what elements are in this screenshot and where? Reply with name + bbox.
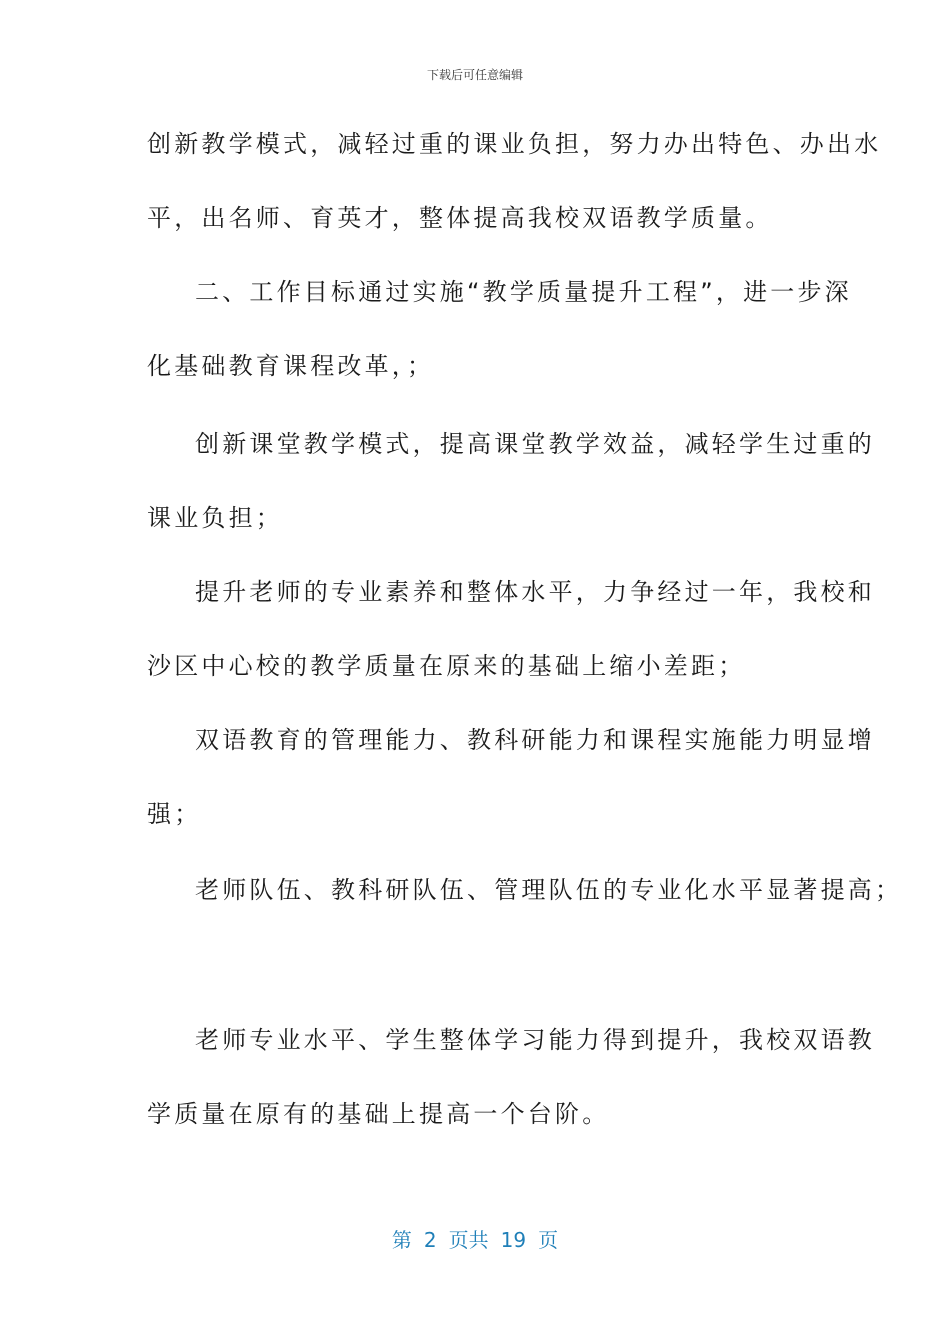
text-line: 沙区中心校的教学质量在原来的基础上缩小差距； [147,652,746,680]
footer-total-pages: 19 [500,1228,527,1252]
text-line: 老师专业水平、学生整体学习能力得到提升，我校双语教 [195,1026,875,1054]
text-line: 强； [147,800,202,828]
text-line: 课业负担； [147,504,283,532]
footer-prefix: 第 [391,1228,412,1252]
text-line: 创新课堂教学模式，提高课堂教学效益，减轻学生过重的 [195,430,875,458]
text-line: 化基础教育课程改革，； [147,352,435,380]
footer-page-number: 2 [423,1228,437,1252]
page-header-note: 下载后可任意编辑 [426,68,523,82]
footer-suffix: 页 [538,1228,559,1252]
text-line: 学质量在原有的基础上提高一个台阶。 [147,1100,610,1128]
text-line: 二、工作目标通过实施“教学质量提升工程”，进一步深 [195,278,852,306]
text-line: 双语教育的管理能力、教科研能力和课程实施能力明显增 [195,726,875,754]
page-footer [0,1224,950,1253]
footer-middle: 页共 [448,1228,489,1252]
text-line: 平，出名师、育英才，整体提高我校双语教学质量。 [147,204,773,232]
text-line: 提升老师的专业素养和整体水平，力争经过一年，我校和 [195,578,875,606]
text-line: 创新教学模式，减轻过重的课业负担，努力办出特色、办出水 [147,130,882,158]
text-line: 老师队伍、教科研队伍、管理队伍的专业化水平显著提高； [195,876,903,904]
